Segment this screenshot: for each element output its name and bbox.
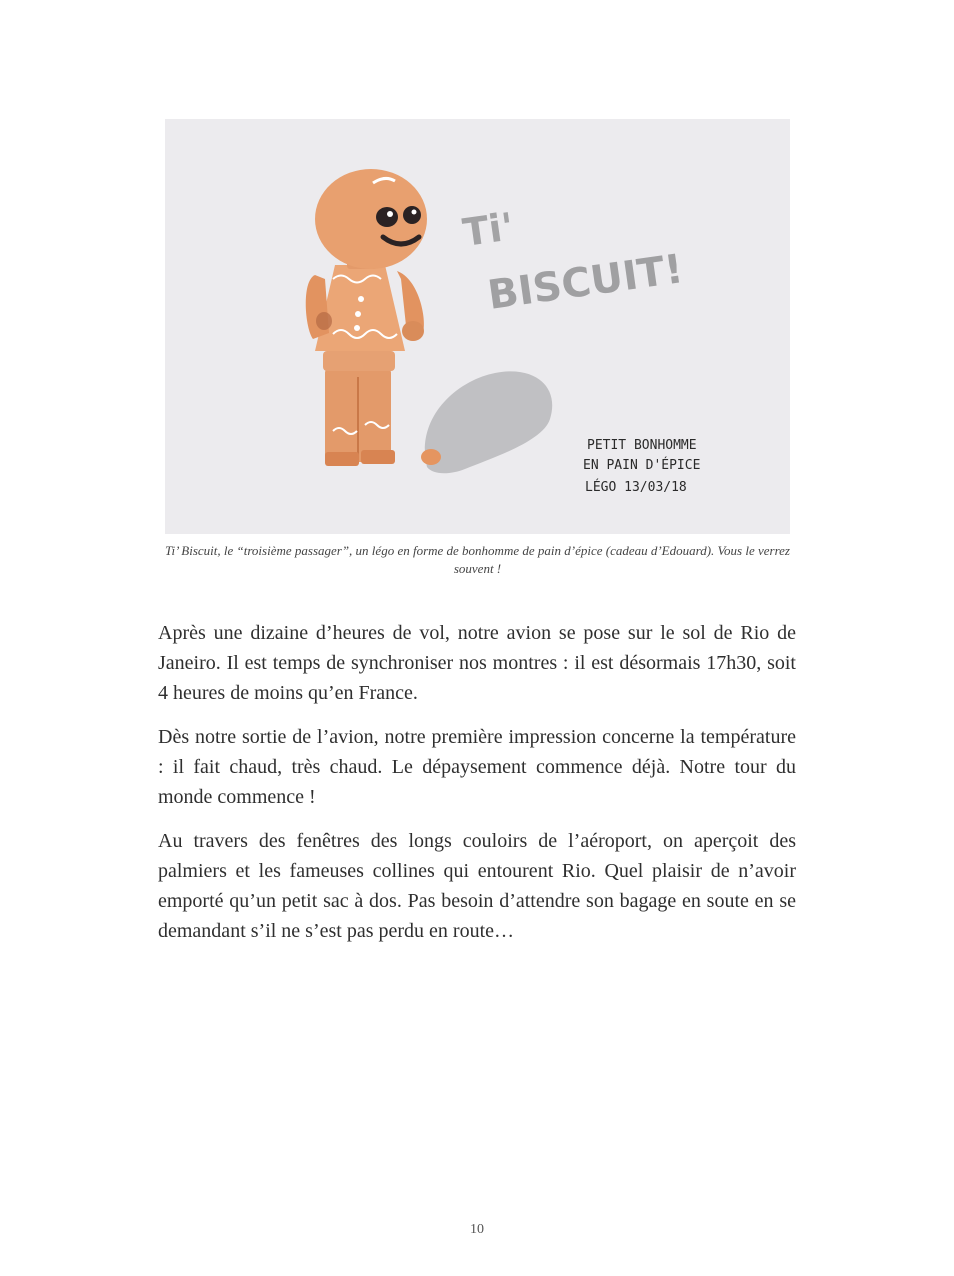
figure-note-line3: LÉGO 13/03/18 (585, 480, 687, 495)
figure-caption: Ti’ Biscuit, le “troisième passager”, un légo en forme de bonhomme de pain d’épice (cadeau d’Edouard). Vous le verrez souvent ! (165, 543, 790, 576)
figure-note-line1: PETIT BONHOMME (587, 438, 697, 453)
figure-title-line2: BISCUIT! (484, 246, 686, 319)
watercolor-illustration (165, 119, 790, 534)
figure-title-line1: Ti' (460, 204, 517, 255)
body-text (158, 618, 796, 960)
paragraph: Après une dizaine d’heures de vol, notre avion se pose sur le sol de Rio de Janeiro. Il est temps de synchroniser nos montres : il est désormais 17h30, soit 4 heures de moins qu’en France. (158, 622, 796, 704)
paragraph: Dès notre sortie de l’avion, notre première impression concerne la température : il fait chaud, très chaud. Le dépaysement commence déjà. Notre tour du monde commence ! (158, 726, 796, 808)
paragraph: Au travers des fenêtres des longs couloirs de l’aéroport, on aperçoit des palmiers et les fameuses collines qui entourent Rio. Quel plaisir de n’avoir emporté qu’un petit sac à dos. Pas besoin d’attendre son bagage en soute en se demandant s’il ne s’est pas perdu en route… (158, 830, 796, 942)
shadow-wash (425, 371, 552, 473)
figure-note-line2: EN PAIN D'ÉPICE (583, 458, 701, 473)
page-number: 10 (470, 1222, 484, 1237)
